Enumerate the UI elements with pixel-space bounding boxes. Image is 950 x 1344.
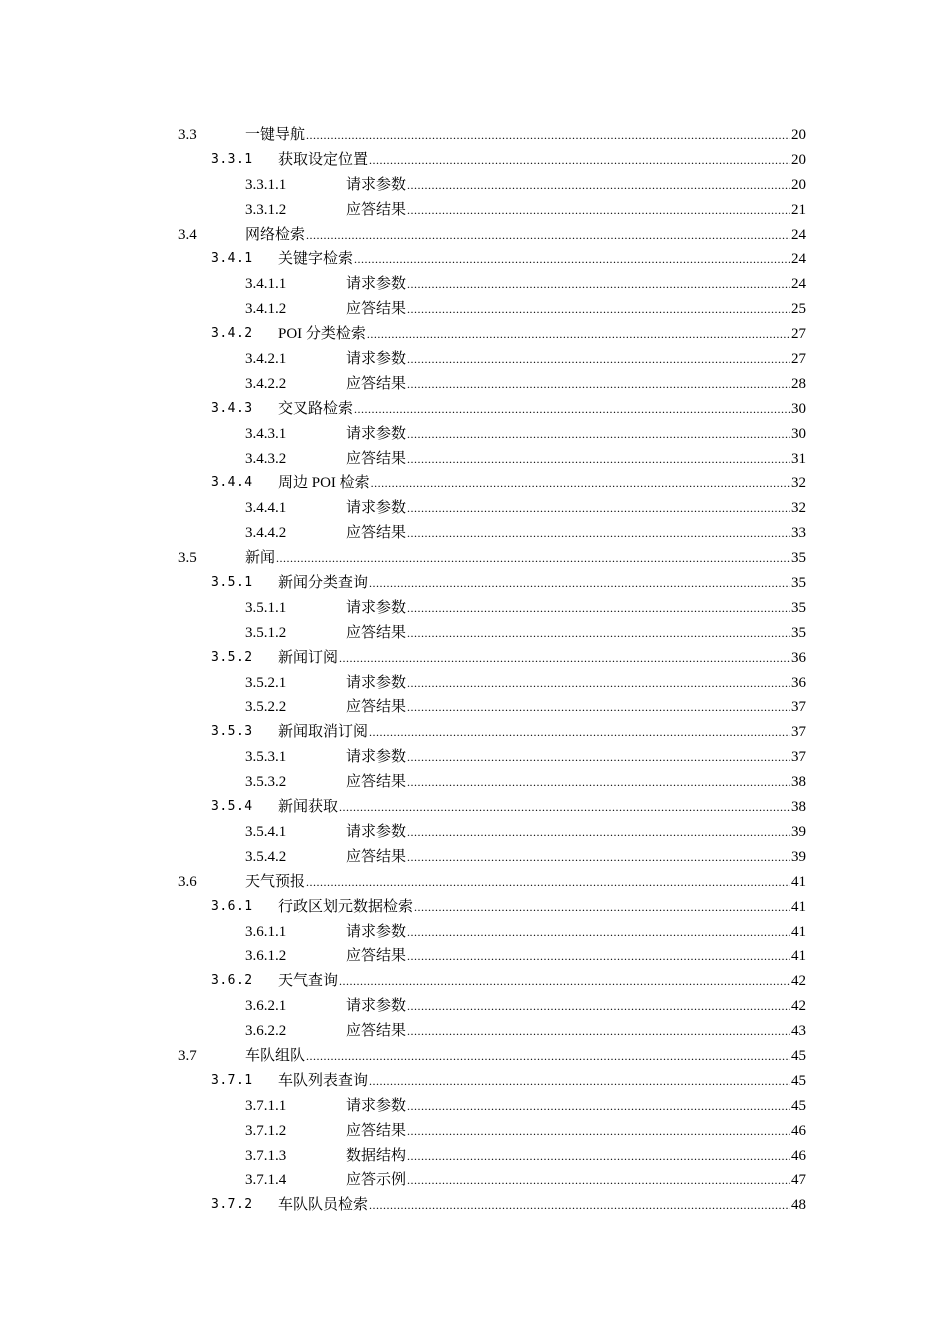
- toc-entry-title: 应答结果: [346, 375, 407, 392]
- toc-entry-page-number: 45: [791, 1072, 806, 1089]
- toc-entry-link[interactable]: [346, 1168, 806, 1193]
- toc-entry-title: 请求参数: [346, 923, 407, 940]
- toc-entry[interactable]: [178, 870, 806, 895]
- toc-entry-page-number: 45: [791, 1047, 806, 1064]
- toc-entry-link[interactable]: [278, 247, 806, 272]
- toc-entry-title: 应答结果: [346, 450, 407, 467]
- toc-entry-link[interactable]: [346, 695, 806, 720]
- toc-entry-title: 行政区划元数据检索: [278, 898, 414, 915]
- toc-entry-title: 应答结果: [346, 525, 407, 542]
- toc-entry-title: 新闻分类查询: [278, 575, 369, 592]
- toc-dot-leader: [369, 571, 790, 596]
- toc-entry-page-number: 24: [791, 251, 806, 268]
- toc-dot-leader: [407, 1144, 790, 1169]
- toc-dot-leader: [407, 372, 790, 397]
- toc-entry[interactable]: [178, 895, 806, 920]
- toc-entry[interactable]: [178, 447, 806, 472]
- toc-entry[interactable]: [178, 1119, 806, 1144]
- toc-dot-leader: [354, 397, 790, 422]
- toc-entry[interactable]: [178, 745, 806, 770]
- toc-entry-link[interactable]: [346, 1019, 806, 1044]
- toc-entry-title: 请求参数: [346, 599, 407, 616]
- toc-entry[interactable]: [178, 1019, 806, 1044]
- toc-entry-title: 请求参数: [346, 276, 407, 293]
- toc-entry-number: 3.5.4.1: [245, 823, 287, 840]
- toc-entry-link[interactable]: [346, 820, 806, 845]
- toc-entry-page-number: 38: [791, 799, 806, 816]
- toc-entry-link[interactable]: [346, 496, 806, 521]
- toc-dot-leader: [407, 297, 790, 322]
- toc-entry-link[interactable]: [346, 1144, 806, 1169]
- toc-entry-title: POI 分类检索: [278, 326, 366, 343]
- toc-entry-page-number: 43: [791, 1023, 806, 1040]
- toc-entry[interactable]: [178, 944, 806, 969]
- toc-entry[interactable]: [178, 695, 806, 720]
- toc-dot-leader: [339, 795, 790, 820]
- toc-dot-leader: [339, 646, 790, 671]
- toc-entry-number: 3.4.2.2: [245, 375, 287, 392]
- toc-entry-page-number: 42: [791, 998, 806, 1015]
- toc-entry-link[interactable]: [346, 173, 806, 198]
- toc-entry-link[interactable]: [346, 745, 806, 770]
- toc-entry-page-number: 35: [791, 550, 806, 567]
- toc-entry-link[interactable]: [346, 596, 806, 621]
- toc-dot-leader: [407, 1119, 790, 1144]
- toc-entry-number: 3.7.1.4: [245, 1172, 287, 1189]
- toc-entry-link[interactable]: [346, 920, 806, 945]
- toc-entry-title: 车队组队: [245, 1047, 306, 1064]
- toc-dot-leader: [407, 447, 790, 472]
- toc-entry[interactable]: [178, 173, 806, 198]
- toc-entry-number: 3.5.1.2: [245, 624, 287, 641]
- toc-entry-number: 3.4.2: [211, 326, 253, 342]
- toc-dot-leader: [407, 347, 790, 372]
- toc-entry[interactable]: [178, 994, 806, 1019]
- toc-entry[interactable]: [178, 546, 806, 571]
- toc-dot-leader: [407, 1168, 790, 1193]
- toc-entry[interactable]: [178, 297, 806, 322]
- toc-entry-page-number: 37: [791, 749, 806, 766]
- toc-dot-leader: [407, 621, 790, 646]
- toc-dot-leader: [414, 895, 790, 920]
- toc-entry-link[interactable]: [346, 621, 806, 646]
- toc-dot-leader: [407, 745, 790, 770]
- toc-entry-title: 请求参数: [346, 176, 407, 193]
- toc-entry-link[interactable]: [278, 397, 806, 422]
- toc-entry-title: 新闻: [245, 550, 276, 567]
- toc-entry[interactable]: [178, 322, 806, 347]
- toc-dot-leader: [407, 173, 790, 198]
- toc-entry-title: 应答结果: [346, 1023, 407, 1040]
- toc-entry-title: 请求参数: [346, 425, 407, 442]
- toc-dot-leader: [369, 148, 790, 173]
- toc-entry-number: 3.3.1.2: [245, 201, 287, 218]
- toc-entry[interactable]: [178, 521, 806, 546]
- toc-entry-page-number: 31: [791, 450, 806, 467]
- toc-entry-number: 3.6.1.1: [245, 923, 287, 940]
- toc-entry-link[interactable]: [346, 297, 806, 322]
- toc-entry-page-number: 20: [791, 151, 806, 168]
- toc-entry[interactable]: [178, 1094, 806, 1119]
- toc-entry-number: 3.5.3.1: [245, 749, 287, 766]
- toc-entry[interactable]: [178, 247, 806, 272]
- toc-entry[interactable]: [178, 845, 806, 870]
- toc-entry-title: 请求参数: [346, 500, 407, 517]
- toc-entry-number: 3.4.1: [211, 251, 253, 267]
- toc-dot-leader: [306, 870, 790, 895]
- toc-entry-title: 请求参数: [346, 823, 407, 840]
- toc-entry-number: 3.4.2.1: [245, 351, 287, 368]
- toc-entry-page-number: 25: [791, 301, 806, 318]
- toc-entry-link[interactable]: [278, 720, 806, 745]
- toc-entry-link[interactable]: [278, 471, 806, 496]
- toc-entry-title: 请求参数: [346, 351, 407, 368]
- toc-dot-leader: [407, 521, 790, 546]
- toc-entry-number: 3.7: [178, 1047, 197, 1064]
- toc-entry-title: 天气预报: [245, 873, 306, 890]
- toc-dot-leader: [407, 422, 790, 447]
- toc-entry-number: 3.6.1: [211, 898, 253, 914]
- toc-entry-number: 3.6.2: [211, 973, 253, 989]
- toc-entry-title: 应答结果: [346, 848, 407, 865]
- toc-dot-leader: [369, 1069, 790, 1094]
- toc-entry-link[interactable]: [346, 372, 806, 397]
- toc-entry-title: 应答示例: [346, 1172, 407, 1189]
- toc-dot-leader: [276, 546, 790, 571]
- toc-entry-page-number: 33: [791, 525, 806, 542]
- toc-entry-number: 3.5.2.1: [245, 674, 287, 691]
- toc-entry-page-number: 38: [791, 774, 806, 791]
- toc-entry-number: 3.5.4.2: [245, 848, 287, 865]
- toc-entry-title: 新闻订阅: [278, 649, 339, 666]
- toc-entry-link[interactable]: [346, 347, 806, 372]
- toc-entry-link[interactable]: [278, 895, 806, 920]
- toc-entry[interactable]: [178, 820, 806, 845]
- toc-entry-title: 应答结果: [346, 301, 407, 318]
- toc-entry[interactable]: [178, 1144, 806, 1169]
- toc-entry-number: 3.7.2: [211, 1197, 253, 1213]
- toc-entry-number: 3.5.1: [211, 575, 253, 591]
- toc-entry-number: 3.3: [178, 127, 197, 143]
- toc-entry[interactable]: [178, 720, 806, 745]
- toc-entry-title: 天气查询: [278, 973, 339, 990]
- toc-entry-link[interactable]: [245, 123, 806, 148]
- toc-entry-link[interactable]: [346, 671, 806, 696]
- toc-entry-page-number: 21: [791, 201, 806, 218]
- toc-entry-link[interactable]: [278, 795, 806, 820]
- toc-entry-number: 3.6: [178, 873, 197, 890]
- toc-dot-leader: [369, 720, 790, 745]
- toc-entry-page-number: 41: [791, 948, 806, 965]
- toc-entry[interactable]: [178, 571, 806, 596]
- toc-entry[interactable]: [178, 496, 806, 521]
- toc-dot-leader: [339, 969, 790, 994]
- toc-entry-page-number: 32: [791, 500, 806, 517]
- toc-entry-title: 车队列表查询: [278, 1072, 369, 1089]
- toc-entry-title: 应答结果: [346, 201, 407, 218]
- toc-entry-page-number: 41: [791, 923, 806, 940]
- toc-entry-title: 应答结果: [346, 624, 407, 641]
- toc-entry-link[interactable]: [245, 870, 806, 895]
- toc-entry-page-number: 36: [791, 649, 806, 666]
- toc-entry-page-number: 41: [791, 898, 806, 915]
- toc-entry-link[interactable]: [245, 1044, 806, 1069]
- toc-entry[interactable]: [178, 422, 806, 447]
- toc-entry-number: 3.4.3.2: [245, 450, 287, 467]
- toc-entry-title: 网络检索: [245, 226, 306, 243]
- toc-entry-page-number: 35: [791, 624, 806, 641]
- toc-entry-number: 3.5.3.2: [245, 774, 287, 791]
- toc-entry-number: 3.4.3: [211, 400, 253, 416]
- toc-entry[interactable]: [178, 621, 806, 646]
- toc-entry-link[interactable]: [346, 272, 806, 297]
- toc-entry[interactable]: [178, 198, 806, 223]
- toc-entry-title: 一键导航: [245, 127, 306, 143]
- toc-entry[interactable]: [178, 671, 806, 696]
- toc-entry-page-number: 45: [791, 1097, 806, 1114]
- toc-entry-title: 应答结果: [346, 1122, 407, 1139]
- toc-entry-link[interactable]: [278, 969, 806, 994]
- toc-entry[interactable]: [178, 1193, 806, 1218]
- toc-entry-link[interactable]: [346, 994, 806, 1019]
- toc-entry-title: 请求参数: [346, 674, 407, 691]
- toc-entry-number: 3.7.1.3: [245, 1147, 287, 1164]
- toc-entry-link[interactable]: [346, 521, 806, 546]
- toc-entry[interactable]: [178, 1168, 806, 1193]
- toc-entry-number: 3.4.1.1: [245, 276, 287, 293]
- toc-entry-number: 3.7.1.2: [245, 1122, 287, 1139]
- toc-dot-leader: [407, 272, 790, 297]
- toc-entry-number: 3.6.2.1: [245, 998, 287, 1015]
- toc-entry[interactable]: [178, 596, 806, 621]
- toc-dot-leader: [407, 1094, 790, 1119]
- toc-entry-link[interactable]: [245, 223, 806, 248]
- toc-dot-leader: [306, 1044, 790, 1069]
- toc-entry-page-number: 47: [791, 1172, 806, 1189]
- toc-entry-page-number: 37: [791, 699, 806, 716]
- toc-dot-leader: [407, 845, 790, 870]
- toc-entry[interactable]: [178, 969, 806, 994]
- toc-entry[interactable]: [178, 471, 806, 496]
- toc-dot-leader: [407, 820, 790, 845]
- toc-entry-page-number: 20: [791, 127, 806, 143]
- table-of-contents: [178, 123, 806, 1218]
- toc-entry-page-number: 27: [791, 351, 806, 368]
- toc-entry[interactable]: [178, 148, 806, 173]
- toc-dot-leader: [407, 770, 790, 795]
- toc-entry-page-number: 24: [791, 226, 806, 243]
- toc-entry-number: 3.6.2.2: [245, 1023, 287, 1040]
- toc-entry-number: 3.5.2.2: [245, 699, 287, 716]
- toc-entry[interactable]: [178, 1044, 806, 1069]
- toc-entry-title: 车队队员检索: [278, 1197, 369, 1214]
- toc-entry-number: 3.4.3.1: [245, 425, 287, 442]
- toc-entry-link[interactable]: [278, 148, 806, 173]
- toc-entry-title: 新闻取消订阅: [278, 724, 369, 741]
- toc-entry[interactable]: [178, 646, 806, 671]
- toc-entry-title: 关键字检索: [278, 251, 354, 268]
- toc-dot-leader: [354, 247, 790, 272]
- toc-dot-leader: [367, 322, 790, 347]
- toc-entry[interactable]: [178, 123, 806, 148]
- toc-entry-link[interactable]: [346, 845, 806, 870]
- toc-dot-leader: [407, 944, 790, 969]
- toc-entry-page-number: 35: [791, 575, 806, 592]
- toc-dot-leader: [407, 496, 790, 521]
- toc-entry-number: 3.5.4: [211, 799, 253, 815]
- toc-entry-link[interactable]: [346, 447, 806, 472]
- toc-entry-page-number: 42: [791, 973, 806, 990]
- toc-entry-title: 应答结果: [346, 948, 407, 965]
- toc-entry-number: 3.4.4: [211, 475, 253, 491]
- toc-entry-number: 3.5.2: [211, 649, 253, 665]
- toc-entry-title: 周边 POI 检索: [278, 475, 370, 492]
- toc-entry-link[interactable]: [278, 571, 806, 596]
- toc-entry-link[interactable]: [245, 546, 806, 571]
- toc-entry-number: 3.4.4.1: [245, 500, 287, 517]
- toc-entry-page-number: 30: [791, 425, 806, 442]
- toc-entry[interactable]: [178, 770, 806, 795]
- toc-entry-number: 3.7.1.1: [245, 1097, 287, 1114]
- toc-entry-link[interactable]: [346, 1094, 806, 1119]
- toc-dot-leader: [306, 123, 790, 148]
- toc-entry[interactable]: [178, 272, 806, 297]
- toc-entry-link[interactable]: [278, 646, 806, 671]
- toc-entry[interactable]: [178, 347, 806, 372]
- toc-entry-number: 3.7.1: [211, 1072, 253, 1088]
- toc-entry-title: 获取设定位置: [278, 151, 369, 168]
- toc-entry-link[interactable]: [278, 1069, 806, 1094]
- toc-entry-title: 新闻获取: [278, 799, 339, 816]
- toc-entry-page-number: 36: [791, 674, 806, 691]
- toc-entry-page-number: 20: [791, 176, 806, 193]
- toc-entry-title: 交叉路检索: [278, 400, 354, 417]
- toc-entry-page-number: 30: [791, 400, 806, 417]
- toc-entry-number: 3.3.1.1: [245, 176, 287, 193]
- toc-entry-link[interactable]: [346, 944, 806, 969]
- toc-dot-leader: [407, 695, 790, 720]
- toc-entry-page-number: 35: [791, 599, 806, 616]
- toc-entry-title: 请求参数: [346, 998, 407, 1015]
- toc-entry-page-number: 27: [791, 326, 806, 343]
- toc-entry-link[interactable]: [346, 770, 806, 795]
- toc-entry-number: 3.4.4.2: [245, 525, 287, 542]
- toc-entry-title: 请求参数: [346, 749, 407, 766]
- toc-dot-leader: [407, 1019, 790, 1044]
- toc-entry-page-number: 28: [791, 375, 806, 392]
- toc-entry[interactable]: [178, 1069, 806, 1094]
- toc-entry-link[interactable]: [346, 1119, 806, 1144]
- toc-entry-title: 数据结构: [346, 1147, 407, 1164]
- toc-entry-page-number: 39: [791, 823, 806, 840]
- toc-entry-number: 3.4: [178, 226, 197, 243]
- toc-dot-leader: [407, 596, 790, 621]
- toc-dot-leader: [407, 671, 790, 696]
- toc-entry-link[interactable]: [346, 422, 806, 447]
- toc-entry[interactable]: [178, 372, 806, 397]
- toc-entry-page-number: 46: [791, 1147, 806, 1164]
- toc-entry-title: 请求参数: [346, 1097, 407, 1114]
- toc-entry-page-number: 46: [791, 1122, 806, 1139]
- toc-dot-leader: [371, 471, 790, 496]
- toc-entry-link[interactable]: [278, 1193, 806, 1218]
- toc-entry-link[interactable]: [278, 322, 806, 347]
- toc-entry-link[interactable]: [346, 198, 806, 223]
- toc-entry-title: 应答结果: [346, 699, 407, 716]
- toc-dot-leader: [407, 994, 790, 1019]
- toc-entry-page-number: 41: [791, 873, 806, 890]
- toc-entry[interactable]: [178, 920, 806, 945]
- toc-entry[interactable]: [178, 397, 806, 422]
- toc-entry-number: 3.6.1.2: [245, 948, 287, 965]
- toc-dot-leader: [407, 198, 790, 223]
- toc-entry-page-number: 32: [791, 475, 806, 492]
- toc-entry-number: 3.4.1.2: [245, 301, 287, 318]
- toc-dot-leader: [407, 920, 790, 945]
- toc-dot-leader: [369, 1193, 790, 1218]
- toc-entry-number: 3.5: [178, 550, 197, 567]
- toc-entry-page-number: 48: [791, 1197, 806, 1214]
- toc-entry-page-number: 39: [791, 848, 806, 865]
- toc-dot-leader: [306, 223, 790, 248]
- toc-entry-number: 3.5.3: [211, 724, 253, 740]
- toc-entry-number: 3.3.1: [211, 151, 253, 167]
- toc-entry-page-number: 24: [791, 276, 806, 293]
- toc-entry[interactable]: [178, 795, 806, 820]
- toc-entry-number: 3.5.1.1: [245, 599, 287, 616]
- toc-entry[interactable]: [178, 223, 806, 248]
- toc-entry-page-number: 37: [791, 724, 806, 741]
- toc-entry-title: 应答结果: [346, 774, 407, 791]
